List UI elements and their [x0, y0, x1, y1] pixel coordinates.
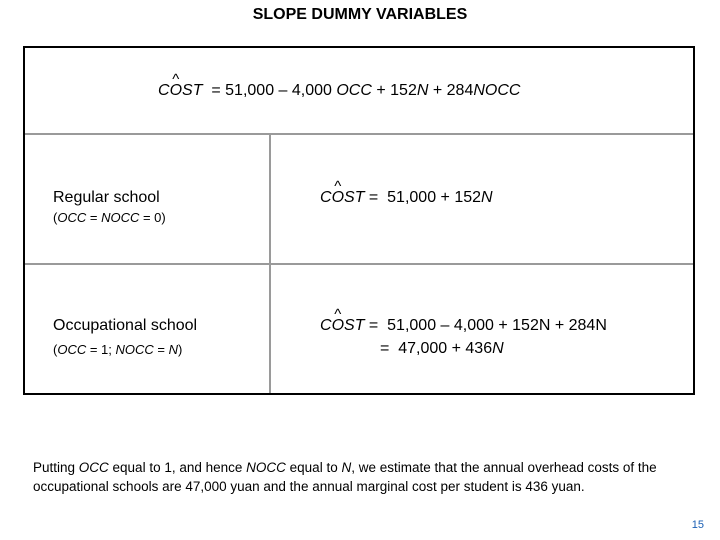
- occupational-school-label: Occupational school: [53, 317, 198, 334]
- note-occ: OCC: [78, 460, 109, 475]
- cost-hat-o: ^ O: [170, 82, 182, 100]
- main-n: N: [416, 82, 429, 99]
- table-divider-top: [25, 133, 693, 135]
- occ-rhs-n: N: [492, 340, 504, 357]
- regular-school-condition: [53, 210, 166, 225]
- note-n: N: [341, 460, 352, 475]
- occ-cost-st: ST: [344, 317, 365, 334]
- occ-cost-c: C: [320, 317, 332, 334]
- regular-cond-mid: =: [86, 210, 102, 225]
- note-part-3: equal to: [285, 460, 342, 475]
- table-divider-vertical: [269, 135, 271, 393]
- note-part-2: equal to 1, and hence: [108, 460, 247, 475]
- occ-rhs-1: = 51,000 – 4,000 + 152N + 284N: [364, 317, 607, 334]
- main-occ: OCC: [336, 82, 372, 99]
- regular-n: N: [481, 189, 493, 206]
- occ-cond-open: (: [53, 342, 58, 357]
- occ-cond-mid: = 1;: [86, 342, 116, 357]
- cost-c: C: [158, 82, 170, 99]
- table-divider-middle: [25, 263, 693, 265]
- note-part-1: Putting: [33, 460, 79, 475]
- occupational-school-equation-line1: [320, 317, 607, 335]
- occ-cond-nocc: NOCC: [115, 342, 154, 357]
- main-nocc: NOCC: [473, 82, 521, 99]
- note-part-4: , we estimate that the annual overhead costs of the occupational schools are 47,000 yuan and the annual marginal cost per student is 436 yuan.: [33, 460, 657, 494]
- cost-st: ST: [182, 82, 203, 99]
- regular-cost-st: ST: [344, 189, 365, 206]
- main-rhs-2: + 152: [371, 82, 417, 99]
- main-rhs-1: = 51,000 – 4,000: [211, 82, 337, 99]
- occupational-school-equation-line2: [380, 340, 504, 358]
- occ-cond-occ: OCC: [57, 342, 87, 357]
- occ-cond-n: N: [168, 342, 179, 357]
- occ-cond-close: ): [178, 342, 183, 357]
- slide-title: SLOPE DUMMY VARIABLES: [252, 6, 468, 23]
- regular-cond-end: = 0): [139, 210, 166, 225]
- regular-rhs: = 51,000 + 152: [364, 189, 482, 206]
- occ-cost-hat-o: ^ O: [332, 317, 344, 335]
- main-equation: [158, 82, 520, 100]
- regular-school-equation: [320, 189, 493, 207]
- occupational-school-condition: [53, 342, 182, 357]
- note-nocc: NOCC: [246, 460, 286, 475]
- regular-cond-open: (: [53, 210, 58, 225]
- regular-cond-nocc: NOCC: [101, 210, 140, 225]
- regular-school-label: Regular school: [53, 189, 160, 206]
- explanation-text: [33, 458, 703, 496]
- occ-rhs-2: = 47,000 + 436: [380, 340, 493, 357]
- regular-cost-hat-o: ^ O: [332, 189, 344, 207]
- occ-cond-eq: =: [153, 342, 169, 357]
- page-number: 15: [691, 519, 704, 531]
- regular-cond-occ: OCC: [57, 210, 87, 225]
- main-rhs-3: + 284: [428, 82, 474, 99]
- regular-cost-c: C: [320, 189, 332, 206]
